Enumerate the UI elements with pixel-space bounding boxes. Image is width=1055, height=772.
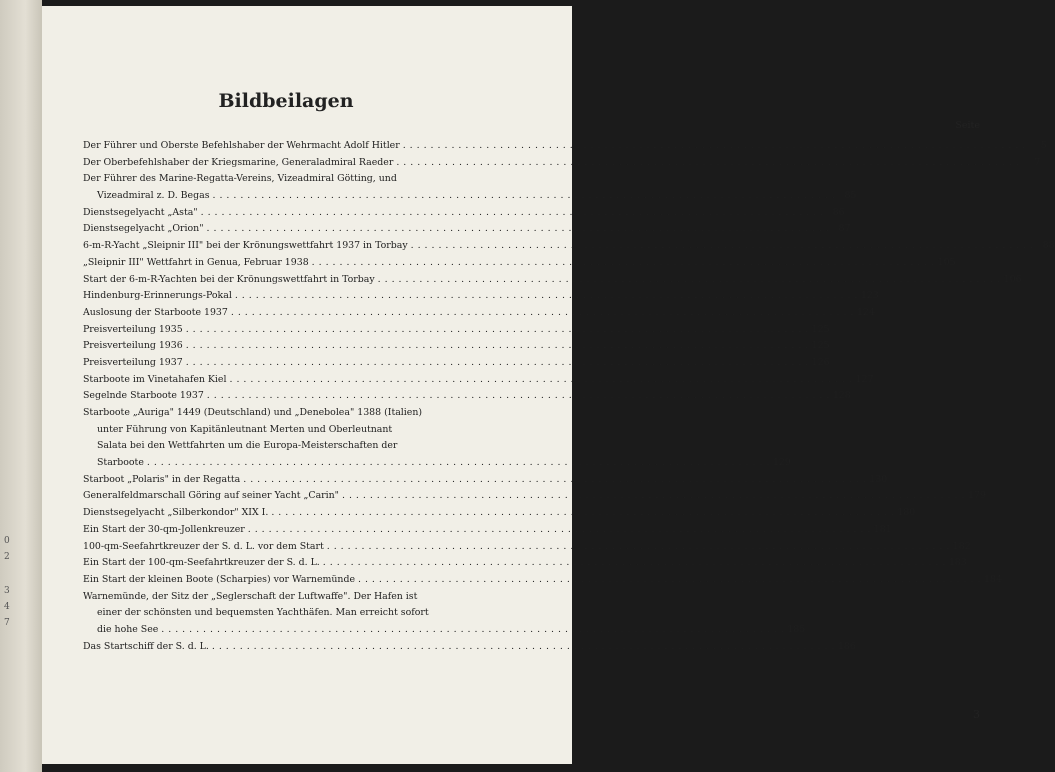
toc-entry xyxy=(83,305,875,322)
toc-entry xyxy=(83,255,956,272)
dot-leader xyxy=(323,555,946,572)
dot-leader xyxy=(201,205,824,222)
toc-entry xyxy=(83,288,879,305)
toc-entry-title: Starboote xyxy=(97,457,144,469)
toc-entry-title: Generalfeldmarschall Göring auf seiner Yacht „Carin" xyxy=(83,490,339,502)
toc-entry-page: 186 xyxy=(837,640,856,652)
toc-entry-page: 85 xyxy=(844,190,857,202)
toc-entry-title: Der Führer und Oberste Befehlshaber der Wehrmacht Adolf Hitler xyxy=(83,140,400,151)
dot-leader xyxy=(212,639,835,656)
toc-entry-title: Vizeadmiral z. D. Begas xyxy=(97,190,210,202)
toc-entry-title: Auslosung der Starboote 1937 xyxy=(83,306,228,318)
side-number: 7 xyxy=(4,618,10,628)
dot-leader xyxy=(235,288,858,305)
toc-entry-line: unter Führung von Kapitänleutnant Merten und Oberleutnant xyxy=(97,423,393,435)
toc-entry-page: 88 xyxy=(1042,240,1055,252)
side-number: 4 xyxy=(4,602,10,612)
toc-entry-page: 86 xyxy=(832,206,845,218)
toc-entry-page: 129 xyxy=(772,457,791,469)
toc-entry-title: Der Oberbefehlshaber der Kriegsmarine, Generaladmiral Raeder xyxy=(83,156,394,168)
toc-entry-title: Segelnde Starboote 1937 xyxy=(83,390,204,402)
dot-leader xyxy=(378,272,1001,289)
toc-entry xyxy=(83,539,971,556)
toc-entry xyxy=(83,639,856,656)
toc-entry-title: Dienstsegelyacht „Asta" xyxy=(83,206,198,218)
toc-entry-title: Starboot „Polaris" in der Regatta xyxy=(83,473,241,485)
side-number: 2 xyxy=(4,552,10,562)
dot-leader xyxy=(186,355,809,372)
dot-leader xyxy=(207,221,830,238)
dot-leader xyxy=(147,455,770,472)
side-number: 3 xyxy=(4,586,10,596)
toc-entry-line: Starboote „Auriga" 1449 (Deutschland) und „Denebolea" 1388 (Italien) xyxy=(83,407,423,418)
toc-entry-page: 130 xyxy=(869,473,888,485)
toc-entry xyxy=(83,138,1047,155)
adjacent-page-strip xyxy=(0,0,42,772)
toc-entry xyxy=(83,188,857,205)
toc-entry xyxy=(83,522,892,539)
toc-entry-title: die hohe See xyxy=(97,623,159,635)
dot-leader xyxy=(207,388,830,405)
toc-entry xyxy=(83,572,1002,589)
toc-entry-title: Dienstsegelyacht „Orion" xyxy=(83,223,204,235)
toc-entry-page: 126 xyxy=(811,356,830,368)
toc-entry xyxy=(83,472,888,489)
page-column-header: Seite xyxy=(955,120,980,131)
toc-entry-page: 105 xyxy=(937,256,956,268)
toc-entry-page: 181 xyxy=(873,523,892,535)
dot-leader xyxy=(396,155,1019,172)
toc-entry-page: 125 xyxy=(811,340,830,352)
toc-entry-title: Dienstsegelyacht „Silberkondor" XIX I. xyxy=(83,507,269,519)
dot-leader xyxy=(186,338,809,355)
toc-entry-page: 180 xyxy=(897,507,916,519)
dot-leader xyxy=(403,138,1026,155)
dot-leader xyxy=(186,322,809,339)
dot-leader xyxy=(312,255,935,272)
toc-entry-title: Preisverteilung 1937 xyxy=(83,356,183,368)
toc-entry-title: Ein Start der 30-qm-Jollenkreuzer xyxy=(83,523,245,535)
toc-entry xyxy=(83,455,791,472)
dot-leader xyxy=(231,305,854,322)
table-of-contents xyxy=(83,138,1055,655)
toc-entry-line: Warnemünde, der Sitz der „Seglerschaft der Luftwaffe". Der Hafen ist xyxy=(83,590,418,602)
toc-entry xyxy=(83,338,830,355)
toc-entry xyxy=(83,622,806,639)
toc-entry-title: Starboote im Vinetahafen Kiel xyxy=(83,373,227,385)
toc-entry xyxy=(83,505,916,522)
toc-entry-title: „Sleipnir III" Wettfahrt in Genua, Februar 1938 xyxy=(83,256,309,268)
toc-entry xyxy=(83,372,874,389)
toc-entry-title: Das Startschiff der S. d. L. xyxy=(83,640,209,652)
toc-entry-page: 184 xyxy=(984,573,1002,585)
page-number: 3 xyxy=(973,708,980,721)
toc-entry-title: Hindenburg-Erinnerungs-Pokal xyxy=(83,290,232,302)
toc-entry-page: 182 xyxy=(952,540,971,552)
dot-leader xyxy=(358,572,981,589)
toc-entry-page: 124 xyxy=(856,306,875,318)
dot-leader xyxy=(213,188,836,205)
toc-entry-title: 6-m-R-Yacht „Sleipnir III" bei der Krönungswettfahrt 1937 in Torbay xyxy=(83,240,408,252)
toc-entry xyxy=(83,488,986,505)
side-number: 0 xyxy=(4,536,10,546)
toc-entry-page: 5 xyxy=(1040,140,1047,151)
toc-entry xyxy=(83,155,1041,172)
page-title: Bildbeilagen xyxy=(218,90,354,112)
dot-leader xyxy=(411,238,1034,255)
toc-entry-page: 127 xyxy=(855,373,874,385)
toc-entry-title: Ein Start der 100-qm-Seefahrtkreuzer der S. d. L. xyxy=(83,557,320,569)
toc-entry xyxy=(83,205,845,222)
toc-entry-title: Start der 6-m-R-Yachten bei der Krönungswettfahrt in Torbay xyxy=(83,273,375,285)
toc-entry xyxy=(83,322,830,339)
dot-leader xyxy=(229,372,852,389)
dot-leader xyxy=(248,522,871,539)
toc-entry-page: 128 xyxy=(832,390,851,402)
toc-entry-page: 125 xyxy=(811,323,830,335)
toc-entry-line: Salata bei den Wettfahrten um die Europa-Meisterschaften der xyxy=(97,440,398,452)
toc-entry-page: 185 xyxy=(787,623,806,635)
toc-entry-page: 179 xyxy=(968,490,986,502)
toc-entry xyxy=(83,555,967,572)
toc-entry-page: 87 xyxy=(838,223,851,235)
toc-entry-title: Preisverteilung 1935 xyxy=(83,323,183,335)
toc-entry-page: 106 xyxy=(1003,273,1022,285)
toc-entry xyxy=(83,238,1055,255)
toc-entry-page: 7 xyxy=(1034,156,1041,168)
dot-leader xyxy=(271,505,894,522)
toc-entry-page: 123 xyxy=(860,290,879,302)
toc-entry-title: Ein Start der kleinen Boote (Scharpies) vor Warnemünde xyxy=(83,573,356,585)
dot-leader xyxy=(243,472,866,489)
toc-entry xyxy=(83,272,1022,289)
toc-entry xyxy=(83,221,851,238)
toc-entry-page: 183 xyxy=(948,557,967,569)
toc-entry-title: Preisverteilung 1936 xyxy=(83,340,183,352)
toc-entry-line: einer der schönsten und bequemsten Yachthäfen. Man erreicht sofort xyxy=(97,607,429,619)
toc-entry xyxy=(83,388,851,405)
toc-entry-title: 100-qm-Seefahrtkreuzer der S. d. L. vor dem Start xyxy=(83,540,324,552)
dot-leader xyxy=(327,539,950,556)
toc-entry xyxy=(83,355,830,372)
toc-entry-line: Der Führer des Marine-Regatta-Vereins, Vizeadmiral Götting, und xyxy=(83,173,397,185)
dot-leader xyxy=(161,622,784,639)
dot-leader xyxy=(342,488,965,505)
